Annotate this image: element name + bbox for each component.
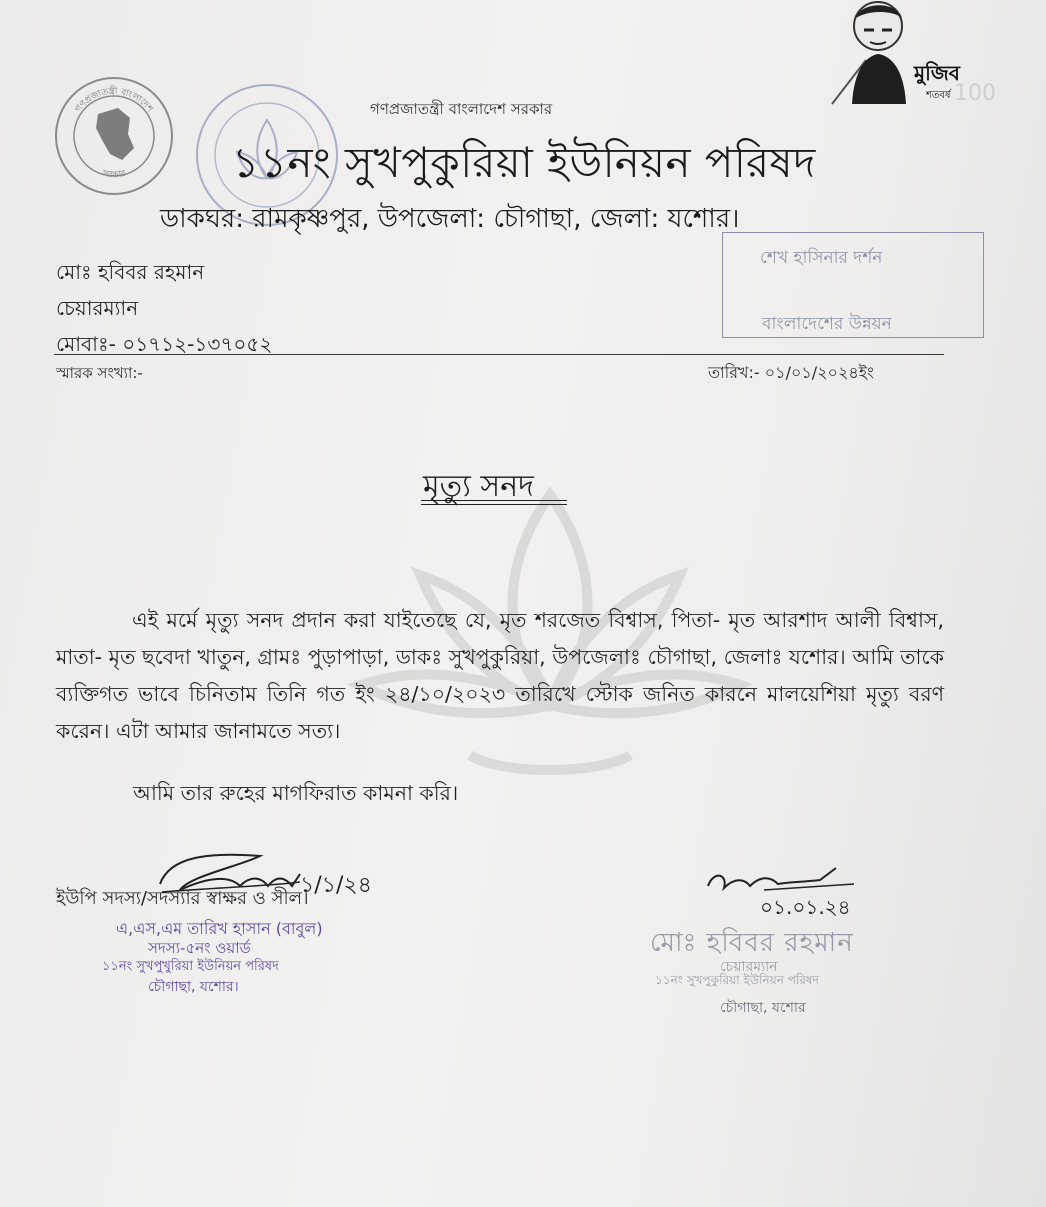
chairman-stamp-place: চৌগাছা, যশোর (720, 1000, 806, 1016)
svg-text:০১.০১.২৪: ০১.০১.২৪ (760, 895, 851, 919)
member-stamp-role: সদস্য-৫নং ওয়ার্ড (148, 939, 251, 957)
chairman-stamp-role: চেয়ারম্যান (720, 959, 778, 975)
document-date: তারিখ:- ০১/০১/২০২৪ইং (708, 363, 874, 382)
slogan-line-2: বাংলাদেশের উন্নয়ন (762, 314, 892, 334)
document-title: মৃত্যু সনদ (423, 469, 534, 504)
svg-text:100: 100 (954, 81, 996, 106)
svg-text:১/১/২৪: ১/১/২৪ (300, 873, 372, 898)
member-signature-label: ইউপি সদস্য/সদস্যার স্বাক্ষর ও সীল। (56, 888, 309, 909)
memo-number-label: স্মারক সংখ্যা:- (56, 364, 143, 382)
chairman-mobile: মোবাঃ- ০১৭১২-১৩৭০৫২ (56, 332, 273, 356)
header-divider (54, 354, 944, 355)
member-stamp-place: চৌগাছা, যশোর। (148, 979, 239, 995)
chairman-stamp-union: ১১নং সুখপুকুরিয়া ইউনিয়ন পরিষদ (655, 973, 819, 987)
mujib-centenary-logo (826, 0, 996, 106)
chairman-stamp-name: মোঃ হবিবর রহমান (650, 928, 854, 958)
chairman-name: মোঃ হবিবর রহমান (56, 260, 205, 284)
chairman-signature (704, 860, 904, 924)
svg-text:মুজিব: মুজিব (914, 61, 960, 85)
member-stamp-name: এ,এস,এম তারিখ হাসান (বাবুল) (116, 919, 323, 938)
address-line: ডাকঘর: রামকৃষ্ণপুর, উপজেলা: চৌগাছা, জেলা: যশোর। (160, 204, 740, 234)
svg-text:সরকার: সরকার (101, 168, 128, 181)
union-parishad-name: ১১নং সুখপুকুরিয়া ইউনিয়ন পরিষদ (232, 138, 816, 187)
government-seal (52, 74, 176, 198)
slogan-line-1: শেখ হাসিনার দর্শন (760, 248, 883, 268)
prayer-line: আমি তার রুহের মাগফিরাত কামনা করি। (133, 781, 459, 805)
government-line: গণপ্রজাতন্ত্রী বাংলাদেশ সরকার (370, 100, 553, 118)
certificate-body: এই মর্মে মৃত্যু সনদ প্রদান করা যাইতেছে যে, মৃত শরজেত বিশ্বাস, পিতা- মৃত আরশাদ আলী বিশ্বাস, মাতা- মৃত ছবেদা খাতুন, গ্রামঃ পুড়াপাড়া, ডাকঃ সুখপুকুরিয়া, উপজেলাঃ চৌগাছা, জেলাঃ যশোর। আমি তাকে ব্যক্তিগত ভাবে চিনিতাম তিনি গত ইং ২৪/১০/২০২৩ তারিখে স্টোক জনিত কারনে মালয়েশিয়া মৃত্যু বরণ করেন। এটা আমার জানামতে সত্য। (56, 608, 944, 743)
svg-text:গণপ্রজাতন্ত্রী বাংলাদেশ: গণপ্রজাতন্ত্রী বাংলাদেশ (73, 86, 155, 115)
svg-text:শতবর্ষ: শতবর্ষ (926, 90, 951, 101)
title-underline (421, 500, 567, 501)
chairman-title: চেয়ারম্যান (56, 296, 139, 320)
title-underline-second (421, 504, 567, 505)
member-stamp-union: ১১নং সুখপুখুরিয়া ইউনিয়ন পরিষদ (102, 959, 279, 974)
